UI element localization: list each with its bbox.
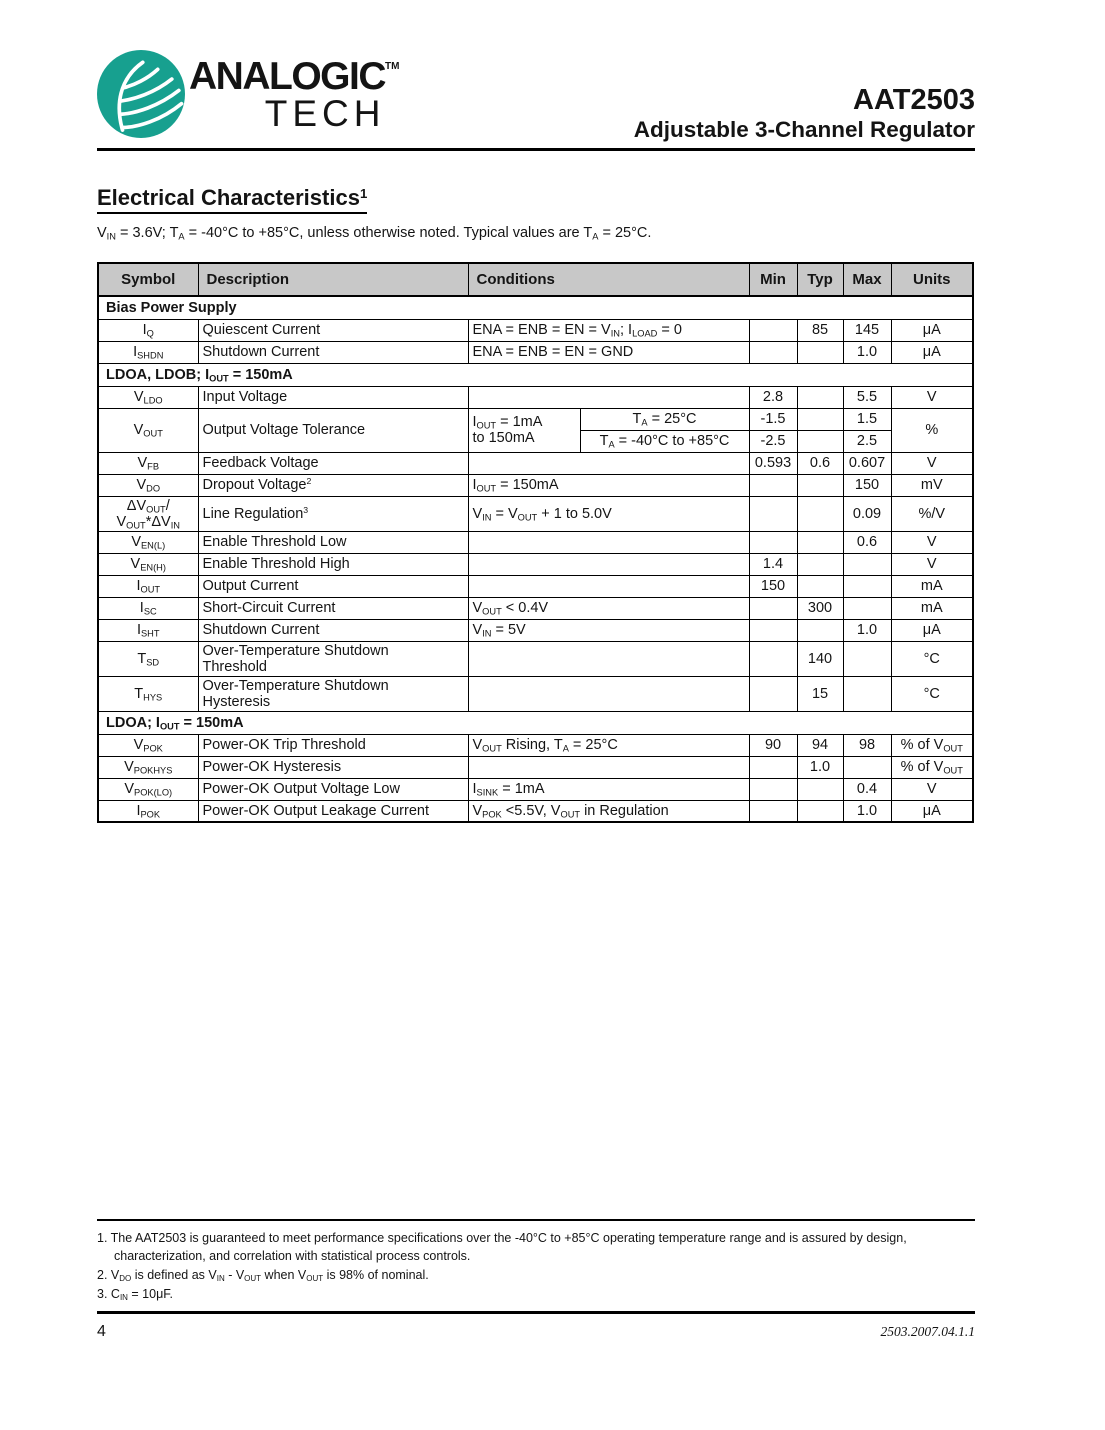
conditions-sub-cell: $T_A = 25^\circ C$ bbox=[580, 408, 749, 430]
section-label: LDOA, LDOB; $I_{OUT} = 150mA$ bbox=[98, 363, 973, 386]
table-row bbox=[98, 553, 973, 575]
brand-name-bottom: TECH bbox=[264, 93, 386, 134]
table-row bbox=[98, 496, 973, 531]
max-cell: 1.5 bbox=[843, 408, 891, 430]
max-cell: 5.5 bbox=[843, 386, 891, 408]
typ-cell: 0.6 bbox=[797, 452, 843, 474]
min-cell bbox=[749, 756, 797, 778]
table-section-row bbox=[98, 711, 973, 734]
symbol-cell: $V_{OUT}$ bbox=[98, 408, 198, 452]
col-header-min: Min bbox=[749, 263, 797, 296]
min-cell bbox=[749, 778, 797, 800]
min-cell: 90 bbox=[749, 734, 797, 756]
page-footer bbox=[97, 1311, 975, 1341]
description-cell: Input Voltage bbox=[198, 386, 468, 408]
max-cell: 2.5 bbox=[843, 430, 891, 452]
max-cell: 1.0 bbox=[843, 800, 891, 822]
units-cell: mA bbox=[891, 575, 973, 597]
max-cell: 145 bbox=[843, 319, 891, 341]
table-row bbox=[98, 676, 973, 711]
typ-cell: 140 bbox=[797, 641, 843, 676]
description-cell: Power-OK Output Voltage Low bbox=[198, 778, 468, 800]
conditions-cell: $I_{OUT} = 150mA$ bbox=[468, 474, 749, 496]
typ-cell bbox=[797, 619, 843, 641]
footnote-2: 2. $V_{DO}$ is defined as $V_{IN} - V_{OUT}$ when $V_{OUT}$ is 98% of nominal. bbox=[97, 1268, 429, 1284]
conditions-cell bbox=[468, 386, 749, 408]
footnotes bbox=[97, 1219, 975, 1304]
max-cell: 98 bbox=[843, 734, 891, 756]
typ-cell bbox=[797, 553, 843, 575]
page-number: 4 bbox=[97, 1323, 106, 1340]
col-header-typ: Typ bbox=[797, 263, 843, 296]
description-cell: Enable Threshold High bbox=[198, 553, 468, 575]
symbol-cell: $I_{SC}$ bbox=[98, 597, 198, 619]
conditions-cell bbox=[468, 641, 749, 676]
section-label: Bias Power Supply bbox=[98, 296, 973, 319]
max-cell bbox=[843, 641, 891, 676]
table-row bbox=[98, 800, 973, 822]
typ-cell bbox=[797, 778, 843, 800]
symbol-cell: $V_{DO}$ bbox=[98, 474, 198, 496]
units-cell: °C bbox=[891, 676, 973, 711]
units-cell: % of $V_{OUT}$ bbox=[891, 734, 973, 756]
description-cell: Over-Temperature Shutdown Hysteresis bbox=[198, 676, 468, 711]
document-titles bbox=[634, 84, 975, 144]
description-cell: Power-OK Hysteresis bbox=[198, 756, 468, 778]
max-cell bbox=[843, 756, 891, 778]
typ-cell bbox=[797, 386, 843, 408]
typ-cell: 300 bbox=[797, 597, 843, 619]
min-cell bbox=[749, 319, 797, 341]
col-header-description: Description bbox=[198, 263, 468, 296]
footer-divider bbox=[97, 1311, 975, 1314]
description-cell: Enable Threshold Low bbox=[198, 531, 468, 553]
units-cell: % of $V_{OUT}$ bbox=[891, 756, 973, 778]
max-cell: 150 bbox=[843, 474, 891, 496]
conditions-cell: $V_{OUT}$ Rising, $T_A = 25^\circ C$ bbox=[468, 734, 749, 756]
min-cell bbox=[749, 474, 797, 496]
footnote-3: 3. $C_{IN} = 10\mu F$. bbox=[97, 1286, 174, 1302]
min-cell: -2.5 bbox=[749, 430, 797, 452]
units-cell: μA bbox=[891, 341, 973, 363]
table-row bbox=[98, 319, 973, 341]
table-header-row bbox=[98, 263, 973, 296]
max-cell: 1.0 bbox=[843, 619, 891, 641]
conditions-cell bbox=[468, 756, 749, 778]
table-row bbox=[98, 641, 973, 676]
units-cell: mA bbox=[891, 597, 973, 619]
description-cell: Output Current bbox=[198, 575, 468, 597]
min-cell bbox=[749, 619, 797, 641]
min-cell bbox=[749, 597, 797, 619]
table-row bbox=[98, 386, 973, 408]
min-cell: -1.5 bbox=[749, 408, 797, 430]
description-cell: Power-OK Trip Threshold bbox=[198, 734, 468, 756]
symbol-cell: $V_{EN(H)}$ bbox=[98, 553, 198, 575]
brand bbox=[97, 50, 399, 138]
symbol-cell: $\Delta V_{OUT}/$ $V_{OUT}*\Delta V_{IN}$ bbox=[98, 496, 198, 531]
typ-cell bbox=[797, 430, 843, 452]
conditions-cell bbox=[468, 452, 749, 474]
min-cell: 1.4 bbox=[749, 553, 797, 575]
conditions-cell bbox=[468, 575, 749, 597]
table-row bbox=[98, 341, 973, 363]
min-cell: 0.593 bbox=[749, 452, 797, 474]
min-cell bbox=[749, 341, 797, 363]
brand-wordmark bbox=[189, 50, 400, 134]
trademark-symbol: TM bbox=[385, 61, 400, 72]
conditions-cell: ENA = ENB = EN = GND bbox=[468, 341, 749, 363]
max-cell bbox=[843, 676, 891, 711]
units-cell: μA bbox=[891, 319, 973, 341]
units-cell: V bbox=[891, 553, 973, 575]
conditions-cell: $V_{IN} = V_{OUT} + 1$ to 5.0V bbox=[468, 496, 749, 531]
table-section-row bbox=[98, 296, 973, 319]
table-row bbox=[98, 734, 973, 756]
part-number: AAT2503 bbox=[853, 83, 975, 116]
table-row bbox=[98, 408, 973, 430]
units-cell: °C bbox=[891, 641, 973, 676]
symbol-cell: $V_{POK(LO)}$ bbox=[98, 778, 198, 800]
conditions-cell bbox=[468, 676, 749, 711]
symbol-cell: $I_Q$ bbox=[98, 319, 198, 341]
min-cell bbox=[749, 800, 797, 822]
description-cell: Dropout Voltage$^2$ bbox=[198, 474, 468, 496]
units-cell: % bbox=[891, 408, 973, 452]
max-cell: 0.4 bbox=[843, 778, 891, 800]
page-title: Electrical Characteristics$^1$ bbox=[97, 185, 975, 214]
max-cell: 1.0 bbox=[843, 341, 891, 363]
min-cell bbox=[749, 531, 797, 553]
col-header-conditions: Conditions bbox=[468, 263, 749, 296]
footnote-1: 1. The AAT2503 is guaranteed to meet performance specifications over the -40°C to +85°C operating temperature range and is assured by design, characterization, and correlation with statistical process controls. bbox=[97, 1230, 907, 1264]
symbol-cell: $V_{POK}$ bbox=[98, 734, 198, 756]
symbol-cell: $V_{EN(L)}$ bbox=[98, 531, 198, 553]
units-cell: V bbox=[891, 452, 973, 474]
units-cell: V bbox=[891, 531, 973, 553]
min-cell bbox=[749, 676, 797, 711]
brand-name-top: ANALOGIC™ bbox=[189, 55, 400, 98]
typ-cell bbox=[797, 474, 843, 496]
min-cell: 2.8 bbox=[749, 386, 797, 408]
conditions-sub-cell: $T_A = -40^\circ C$ to +85°C bbox=[580, 430, 749, 452]
description-cell: Shutdown Current bbox=[198, 619, 468, 641]
symbol-cell: $T_{SD}$ bbox=[98, 641, 198, 676]
description-cell: Line Regulation$^3$ bbox=[198, 496, 468, 531]
masthead bbox=[97, 50, 975, 144]
typ-cell bbox=[797, 800, 843, 822]
units-cell: μA bbox=[891, 800, 973, 822]
header-divider bbox=[97, 148, 975, 151]
units-cell: %/V bbox=[891, 496, 973, 531]
typ-cell: 85 bbox=[797, 319, 843, 341]
max-cell bbox=[843, 575, 891, 597]
description-cell: Quiescent Current bbox=[198, 319, 468, 341]
typ-cell bbox=[797, 408, 843, 430]
symbol-cell: $V_{LDO}$ bbox=[98, 386, 198, 408]
symbol-cell: $T_{HYS}$ bbox=[98, 676, 198, 711]
table-row bbox=[98, 597, 973, 619]
description-cell: Power-OK Output Leakage Current bbox=[198, 800, 468, 822]
conditions-cell bbox=[468, 553, 749, 575]
symbol-cell: $V_{POKHYS}$ bbox=[98, 756, 198, 778]
analogictech-leaf-logo-icon bbox=[97, 50, 185, 138]
symbol-cell: $I_{POK}$ bbox=[98, 800, 198, 822]
symbol-cell: $I_{OUT}$ bbox=[98, 575, 198, 597]
conditions-cell: $I_{SINK} = 1mA$ bbox=[468, 778, 749, 800]
description-cell: Over-Temperature Shutdown Threshold bbox=[198, 641, 468, 676]
conditions-main-cell: $I_{OUT} = 1mA$ to 150mA bbox=[468, 408, 580, 452]
description-cell: Shutdown Current bbox=[198, 341, 468, 363]
symbol-cell: $V_{FB}$ bbox=[98, 452, 198, 474]
max-cell bbox=[843, 597, 891, 619]
conditions-cell: $V_{IN} = 5V$ bbox=[468, 619, 749, 641]
typ-cell: 1.0 bbox=[797, 756, 843, 778]
units-cell: mV bbox=[891, 474, 973, 496]
footnotes-divider bbox=[97, 1219, 975, 1221]
max-cell: 0.607 bbox=[843, 452, 891, 474]
document-code: 2503.2007.04.1.1 bbox=[880, 1324, 975, 1339]
min-cell: 150 bbox=[749, 575, 797, 597]
electrical-characteristics-table bbox=[97, 262, 974, 823]
symbol-cell: $I_{SHDN}$ bbox=[98, 341, 198, 363]
typ-cell: 15 bbox=[797, 676, 843, 711]
table-row bbox=[98, 619, 973, 641]
typ-cell: 94 bbox=[797, 734, 843, 756]
table-row bbox=[98, 778, 973, 800]
description-cell: Short-Circuit Current bbox=[198, 597, 468, 619]
table-row bbox=[98, 575, 973, 597]
description-cell: Feedback Voltage bbox=[198, 452, 468, 474]
max-cell: 0.6 bbox=[843, 531, 891, 553]
table-row bbox=[98, 452, 973, 474]
symbol-cell: $I_{SHT}$ bbox=[98, 619, 198, 641]
table-row bbox=[98, 756, 973, 778]
max-cell: 0.09 bbox=[843, 496, 891, 531]
min-cell bbox=[749, 641, 797, 676]
col-header-max: Max bbox=[843, 263, 891, 296]
conditions-cell: $V_{POK} <5.5V$, $V_{OUT}$ in Regulation bbox=[468, 800, 749, 822]
units-cell: V bbox=[891, 778, 973, 800]
typ-cell bbox=[797, 531, 843, 553]
min-cell bbox=[749, 496, 797, 531]
table-section-row bbox=[98, 363, 973, 386]
conditions-intro: $V_{IN} = 3.6V$; $T_A = -40^\circ C$ to +85°C, unless otherwise noted. Typical values are $T_A = 25^\circ C$. bbox=[97, 225, 652, 242]
typ-cell bbox=[797, 575, 843, 597]
document-subtitle: Adjustable 3-Channel Regulator bbox=[633, 117, 975, 143]
table-row bbox=[98, 474, 973, 496]
typ-cell bbox=[797, 341, 843, 363]
col-header-symbol: Symbol bbox=[98, 263, 198, 296]
description-cell: Output Voltage Tolerance bbox=[198, 408, 468, 452]
conditions-cell bbox=[468, 531, 749, 553]
col-header-units: Units bbox=[891, 263, 973, 296]
typ-cell bbox=[797, 496, 843, 531]
max-cell bbox=[843, 553, 891, 575]
units-cell: V bbox=[891, 386, 973, 408]
table-row bbox=[98, 531, 973, 553]
conditions-cell: ENA = ENB = EN = $V_{IN}$; $I_{LOAD} = 0$ bbox=[468, 319, 749, 341]
section-label: LDOA; $I_{OUT} = 150mA$ bbox=[98, 711, 973, 734]
units-cell: μA bbox=[891, 619, 973, 641]
conditions-cell: $V_{OUT} < 0.4V$ bbox=[468, 597, 749, 619]
